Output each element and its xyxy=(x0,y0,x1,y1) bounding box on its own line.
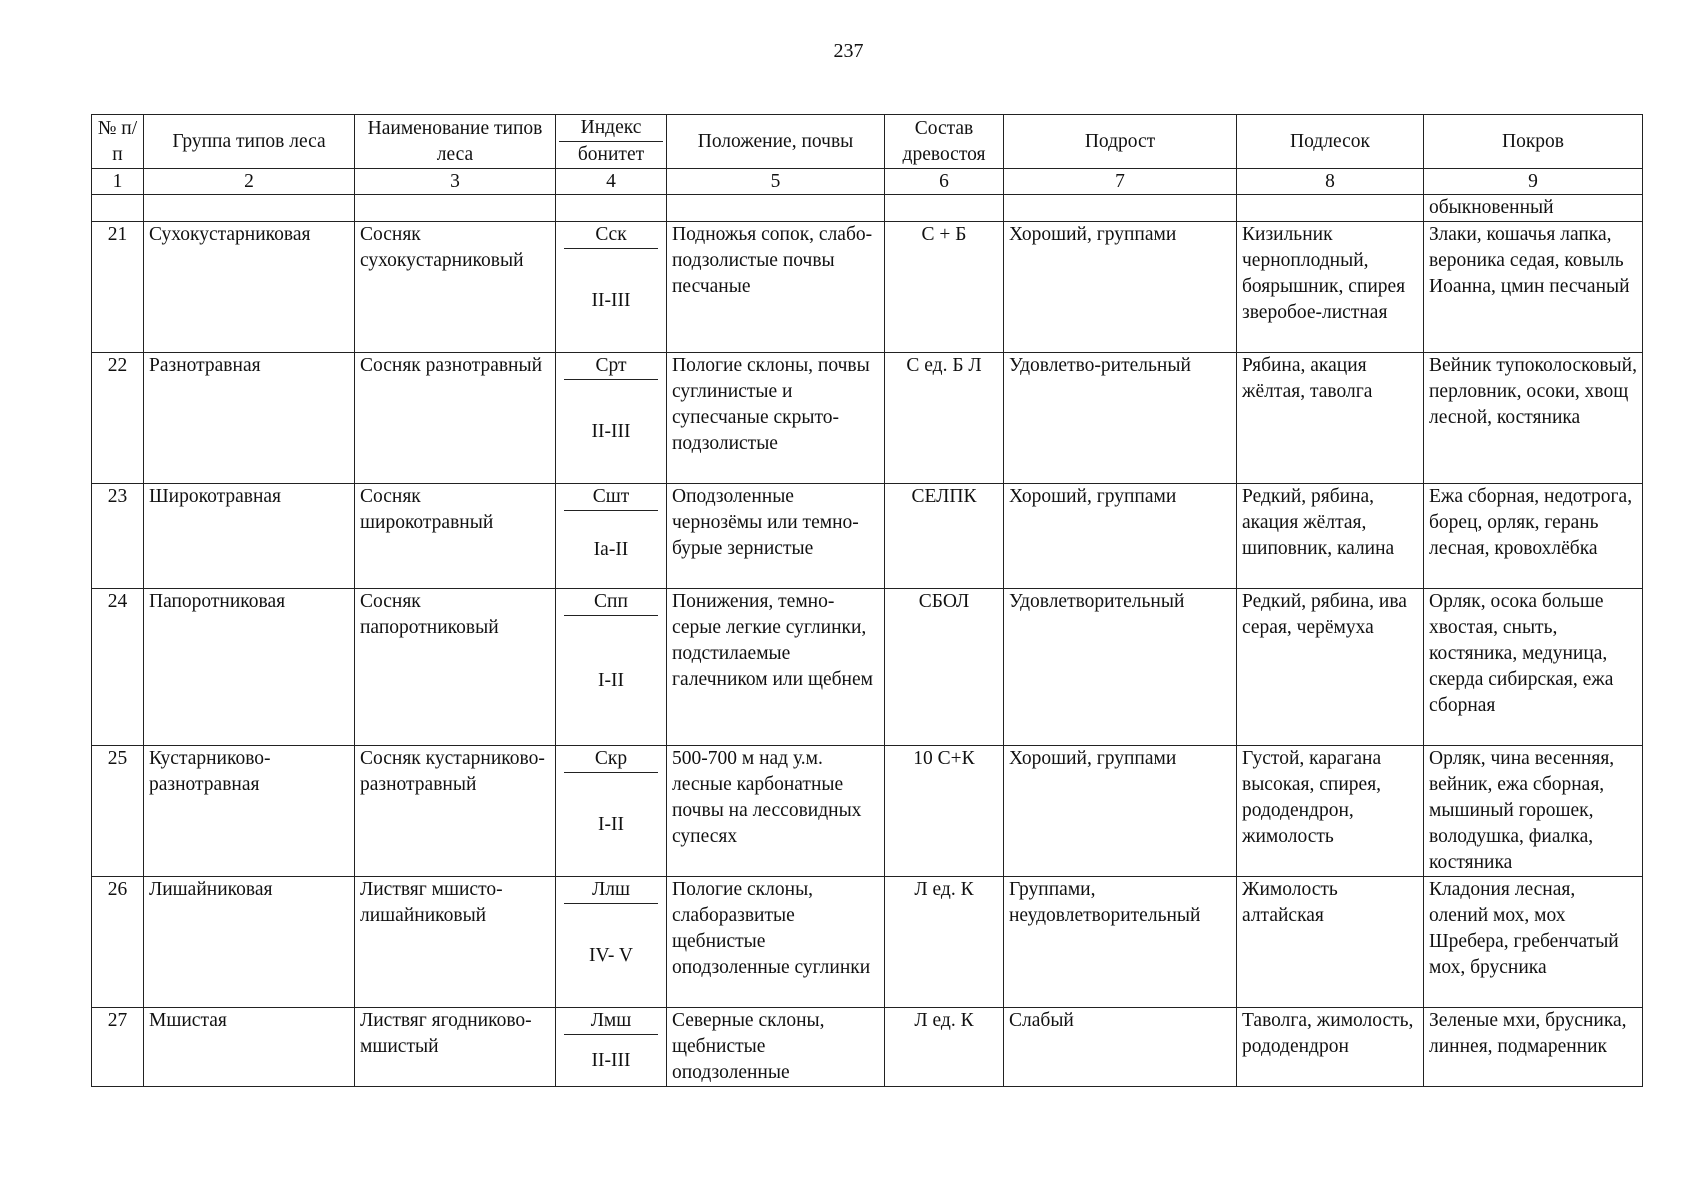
stand-composition: Л ед. К xyxy=(885,877,1004,1008)
undergrowth: Группами, неудовлетворительный xyxy=(1004,877,1237,1008)
row-number: 21 xyxy=(92,222,144,353)
index-cell xyxy=(556,1008,667,1087)
ground-cover: Злаки, кошачья лапка, вероника седая, ковыль Иоанна, цмин песчаный xyxy=(1424,222,1643,353)
index-cell xyxy=(556,877,667,1008)
header-num: № п/п xyxy=(92,115,144,169)
row-number: 26 xyxy=(92,877,144,1008)
bonitet: I-II xyxy=(598,813,624,835)
undergrowth: Хороший, группами xyxy=(1004,222,1237,353)
table-row xyxy=(92,589,1643,746)
forest-group: Разнотравная xyxy=(144,353,355,484)
row-number: 25 xyxy=(92,746,144,877)
forest-type-name: Сосняк широкотравный xyxy=(355,484,556,589)
stand-composition: СЕЛПК xyxy=(885,484,1004,589)
forest-group: Сухокустарниковая xyxy=(144,222,355,353)
header-row xyxy=(92,115,1643,169)
undergrowth: Удовлетворительный xyxy=(1004,589,1237,746)
forest-type-name: Сосняк сухокустарниковый xyxy=(355,222,556,353)
table-row xyxy=(92,1008,1643,1087)
column-number: 1 xyxy=(92,169,144,195)
understory: Жимолость алтайская xyxy=(1237,877,1424,1008)
understory: Густой, карагана высокая, спирея, рододендрон, жимолость xyxy=(1237,746,1424,877)
table-row xyxy=(92,877,1643,1008)
column-number-row xyxy=(92,169,1643,195)
position-soil: Пологие склоны, слаборазвитые щебнистые оподзоленные суглинки xyxy=(667,877,885,1008)
header-index xyxy=(556,115,667,169)
forest-group: Папоротниковая xyxy=(144,589,355,746)
table-row xyxy=(92,746,1643,877)
forest-group: Лишайниковая xyxy=(144,877,355,1008)
bonitet: II-III xyxy=(591,289,631,311)
header-understory: Подлесок xyxy=(1237,115,1424,169)
header-name: Наименование типов леса xyxy=(355,115,556,169)
forest-group: Широкотравная xyxy=(144,484,355,589)
index-cell xyxy=(556,484,667,589)
forest-index: Ллш xyxy=(564,877,658,904)
bonitet: I-II xyxy=(598,669,624,691)
undergrowth: Слабый xyxy=(1004,1008,1237,1087)
forest-type-name: Листвяг мшисто-лишайниковый xyxy=(355,877,556,1008)
table-row xyxy=(92,484,1643,589)
row-number: 24 xyxy=(92,589,144,746)
forest-index: Срт xyxy=(564,353,658,380)
column-number: 2 xyxy=(144,169,355,195)
forest-index: Скр xyxy=(564,746,658,773)
row-number: 27 xyxy=(92,1008,144,1087)
position-soil: Подножья сопок, слабо-подзолистые почвы песчаные xyxy=(667,222,885,353)
position-soil: Понижения, темно-серые легкие суглинки, подстилаемые галечником или щебнем xyxy=(667,589,885,746)
bonitet: IV- V xyxy=(589,944,633,966)
column-number: 4 xyxy=(556,169,667,195)
bonitet: Iа-II xyxy=(593,538,629,560)
ground-cover: Орляк, чина весенняя, вейник, ежа сборная, мышиный горошек, володушка, фиалка, костяника xyxy=(1424,746,1643,877)
header-undergrowth: Подрост xyxy=(1004,115,1237,169)
understory: Кизильник черноплодный, боярышник, спирея зверобое-листная xyxy=(1237,222,1424,353)
position-soil: 500-700 м над у.м. лесные карбонатные почвы на лессовидных супесях xyxy=(667,746,885,877)
undergrowth: Удовлетво-рительный xyxy=(1004,353,1237,484)
column-number: 6 xyxy=(885,169,1004,195)
table-row xyxy=(92,353,1643,484)
column-number: 3 xyxy=(355,169,556,195)
forest-index: Сск xyxy=(564,222,658,249)
ground-cover: Ежа сборная, недотрога, борец, орляк, герань лесная, кровохлёбка xyxy=(1424,484,1643,589)
forest-type-name: Сосняк разнотравный xyxy=(355,353,556,484)
understory: Редкий, рябина, акация жёлтая, шиповник, калина xyxy=(1237,484,1424,589)
ground-cover: Орляк, осока больше хвостая, сныть, костяника, медуница, скерда сибирская, ежа сборная xyxy=(1424,589,1643,746)
understory: Рябина, акация жёлтая, таволга xyxy=(1237,353,1424,484)
undergrowth: Хороший, группами xyxy=(1004,746,1237,877)
ground-cover: Кладония лесная, олений мох, мох Шребера, гребенчатый мох, брусника xyxy=(1424,877,1643,1008)
header-group: Группа типов леса xyxy=(144,115,355,169)
forest-group: Кустарниково-разнотравная xyxy=(144,746,355,877)
index-cell xyxy=(556,222,667,353)
column-number: 8 xyxy=(1237,169,1424,195)
index-cell xyxy=(556,589,667,746)
continuation-cover: обыкновенный xyxy=(1424,195,1643,222)
undergrowth: Хороший, группами xyxy=(1004,484,1237,589)
forest-type-name: Сосняк кустарниково-разнотравный xyxy=(355,746,556,877)
column-number: 5 xyxy=(667,169,885,195)
header-composition: Состав древостоя xyxy=(885,115,1004,169)
header-soil: Положение, почвы xyxy=(667,115,885,169)
stand-composition: С ед. Б Л xyxy=(885,353,1004,484)
bonitet: II-III xyxy=(591,1049,631,1071)
header-index-top: Индекс xyxy=(559,115,663,142)
forest-index: Спп xyxy=(564,589,658,616)
stand-composition: Л ед. К xyxy=(885,1008,1004,1087)
position-soil: Пологие склоны, почвы суглинистые и супесчаные скрыто-подзолистые xyxy=(667,353,885,484)
stand-composition: 10 С+К xyxy=(885,746,1004,877)
forest-types-table xyxy=(91,114,1643,1087)
index-cell xyxy=(556,746,667,877)
ground-cover: Зеленые мхи, брусника, линнея, подмаренник xyxy=(1424,1008,1643,1087)
forest-type-name: Листвяг ягодниково-мшистый xyxy=(355,1008,556,1087)
forest-type-name: Сосняк папоротниковый xyxy=(355,589,556,746)
position-soil: Северные склоны, щебнистые оподзоленные xyxy=(667,1008,885,1087)
stand-composition: СБОЛ xyxy=(885,589,1004,746)
page-number: 237 xyxy=(833,40,864,62)
forest-group: Мшистая xyxy=(144,1008,355,1087)
index-cell xyxy=(556,353,667,484)
column-number: 7 xyxy=(1004,169,1237,195)
ground-cover: Вейник тупоколосковый, перловник, осоки, хвощ лесной, костяника xyxy=(1424,353,1643,484)
row-number: 23 xyxy=(92,484,144,589)
header-index-bottom: бонитет xyxy=(577,144,645,165)
understory: Редкий, рябина, ива серая, черёмуха xyxy=(1237,589,1424,746)
forest-index: Лмш xyxy=(564,1008,658,1035)
row-number: 22 xyxy=(92,353,144,484)
continuation-row xyxy=(92,195,1643,222)
bonitet: II-III xyxy=(591,420,631,442)
header-cover: Покров xyxy=(1424,115,1643,169)
stand-composition: С + Б xyxy=(885,222,1004,353)
position-soil: Оподзоленные чернозёмы или темно-бурые зернистые xyxy=(667,484,885,589)
understory: Таволга, жимолость, рододендрон xyxy=(1237,1008,1424,1087)
forest-index: Сшт xyxy=(564,484,658,511)
table-row xyxy=(92,222,1643,353)
column-number: 9 xyxy=(1424,169,1643,195)
